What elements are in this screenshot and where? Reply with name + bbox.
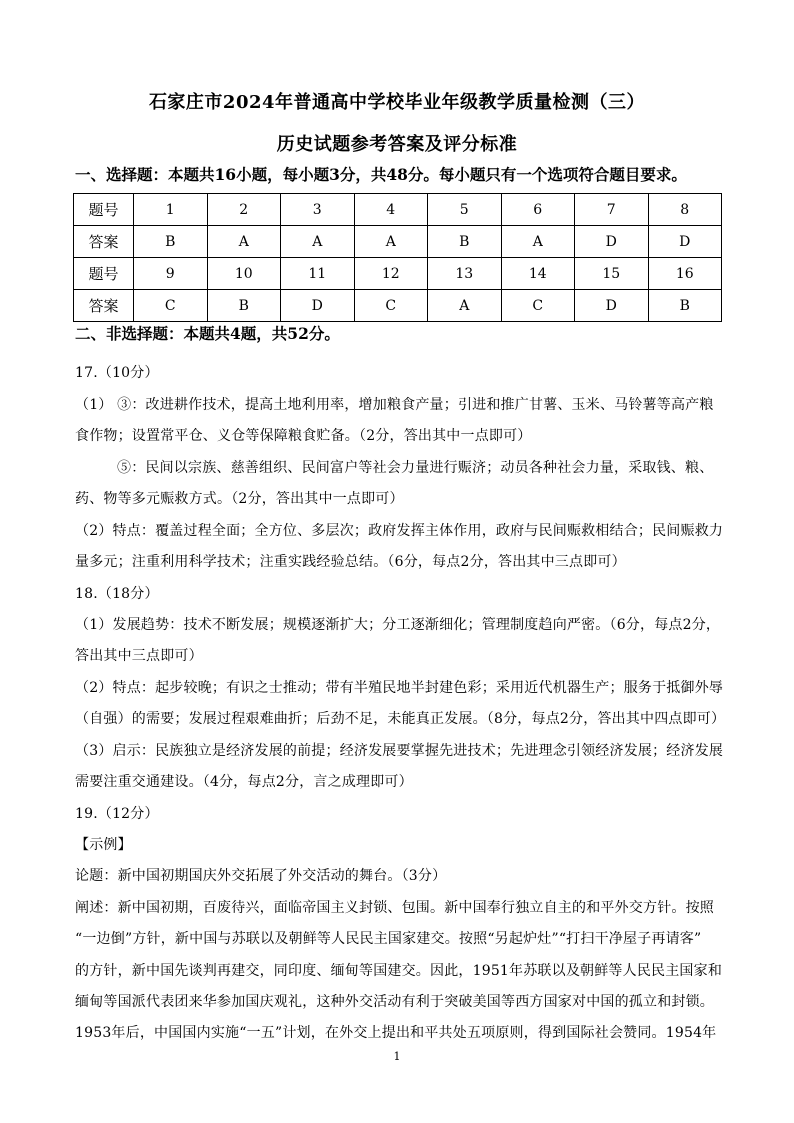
question-number: 12 [354, 258, 428, 290]
answer-line: 食作物；设置常平仓、义仓等保障粮食贮备。（2分，答出其中一点即可） [75, 428, 532, 444]
answer-line: （3）启示：民族独立是经济发展的前提；经济发展要掌握先进技术；先进理念引领经济发展；经济发展 [75, 743, 724, 759]
answer-line: ⑤：民间以宗族、慈善组织、民间富户等社会力量进行赈济；动员各种社会力量，采取钱、粮、 [117, 460, 714, 476]
answer-line: 答出其中三点即可） [75, 648, 203, 664]
answer-cell: C [501, 290, 575, 322]
answer-cell: D [575, 226, 649, 258]
answer-line: 1953年后，中国国内实施“一五”计划，在外交上提出和平共处五项原则，得到国际社会赞同。1954年 [75, 1025, 717, 1041]
answer-line: “一边倒”方针，新中国与苏联以及朝鲜等人民民主国家建交。按照“另起炉灶”“打扫干净屋子再请客” [75, 931, 702, 947]
question-19-header: 19.（12分） [75, 806, 159, 822]
document-subtitle: 历史试题参考答案及评分标准 [276, 134, 518, 155]
answer-cell: A [281, 226, 355, 258]
answer-cell: B [648, 290, 722, 322]
question-number: 1 [134, 194, 208, 226]
question-number: 2 [207, 194, 281, 226]
answer-cell: A [354, 226, 428, 258]
question-number: 10 [207, 258, 281, 290]
question-17-header: 17.（10分） [75, 365, 159, 381]
row-label: 答案 [74, 226, 134, 258]
answer-cell: B [134, 226, 208, 258]
answer-line: （1） ③：改进耕作技术，提高土地利用率，增加粮食产量；引进和推广甘薯、玉米、马铃薯等高产粮 [75, 397, 714, 413]
table-row [74, 290, 722, 322]
answer-cell: C [134, 290, 208, 322]
question-number: 13 [428, 258, 502, 290]
question-number: 11 [281, 258, 355, 290]
question-number: 8 [648, 194, 722, 226]
answer-line: 阐述：新中国初期，百废待兴，面临帝国主义封锁、包围。新中国奉行独立自主的和平外交方针。按照 [75, 900, 714, 916]
answer-cell: D [648, 226, 722, 258]
question-number: 15 [575, 258, 649, 290]
example-label: 【示例】 [75, 837, 132, 853]
answer-cell: B [428, 226, 502, 258]
answer-line: 药、物等多元赈救方式。（2分，答出其中一点即可） [75, 491, 404, 507]
answer-line: （2）特点：起步较晚；有识之士推动；带有半殖民地半封建色彩；采用近代机器生产；服务于抵御外辱 [75, 680, 724, 696]
table-row [74, 258, 722, 290]
table-row [74, 226, 722, 258]
question-18-header: 18.（18分） [75, 586, 159, 602]
section1-heading: 一、选择题：本题共16小题，每小题3分，共48分。每小题只有一个选项符合题目要求。 [75, 165, 687, 184]
answer-cell: C [354, 290, 428, 322]
row-label: 题号 [74, 194, 134, 226]
answer-line: （2）特点：覆盖过程全面；全方位、多层次；政府发挥主体作用，政府与民间赈救相结合；民间赈救力 [75, 523, 724, 539]
answer-line: （1）发展趋势：技术不断发展；规模逐渐扩大；分工逐渐细化；管理制度趋向严密。（6分，每点2分， [75, 617, 721, 633]
answer-cell: A [207, 226, 281, 258]
answer-line: 论题：新中国初期国庆外交拓展了外交活动的舞台。（3分） [75, 868, 447, 884]
section2-heading: 二、非选择题：本题共4题，共52分。 [75, 324, 340, 343]
question-number: 6 [501, 194, 575, 226]
answer-line: 的方针，新中国先谈判再建交，同印度、缅甸等国建交。因此，1951年苏联以及朝鲜等人民民主国家和 [75, 963, 723, 979]
question-number: 5 [428, 194, 502, 226]
question-number: 16 [648, 258, 722, 290]
question-number: 14 [501, 258, 575, 290]
document-title: 石家庄市2024年普通高中学校毕业年级教学质量检测（三） [148, 92, 646, 113]
answer-cell: B [207, 290, 281, 322]
row-label: 题号 [74, 258, 134, 290]
answer-table [73, 193, 722, 322]
answer-cell: D [281, 290, 355, 322]
row-label: 答案 [74, 290, 134, 322]
answer-cell: A [428, 290, 502, 322]
answer-cell: A [501, 226, 575, 258]
question-number: 9 [134, 258, 208, 290]
question-number: 4 [354, 194, 428, 226]
answer-line: 量多元；注重利用科学技术；注重实践经验总结。（6分，每点2分，答出其中三点即可） [75, 554, 626, 570]
answer-line: （自强）的需要；发展过程艰难曲折；后劲不足，未能真正发展。（8分，每点2分，答出其中四点即可） [75, 711, 726, 727]
answer-line: 缅甸等国派代表团来华参加国庆观礼，这种外交活动有利于突破美国等西方国家对中国的孤立和封锁。 [75, 994, 714, 1010]
answer-line: 需要注重交通建设。（4分，每点2分，言之成理即可） [75, 774, 413, 790]
table-row [74, 194, 722, 226]
question-number: 7 [575, 194, 649, 226]
page-number: 1 [393, 1050, 401, 1063]
question-number: 3 [281, 194, 355, 226]
answer-cell: D [575, 290, 649, 322]
